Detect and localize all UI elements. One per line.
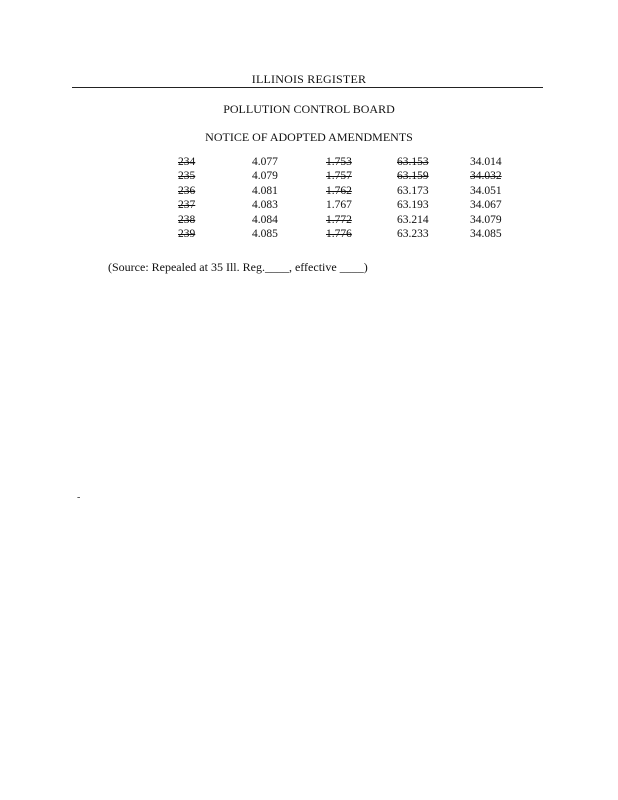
register-header: ILLINOIS REGISTER <box>251 72 367 86</box>
table-cell: 34.014 <box>470 156 502 168</box>
data-table <box>0 156 618 242</box>
table-cell: 34.085 <box>470 227 502 240</box>
table-cell: 1.753 <box>326 156 352 168</box>
stray-mark: - <box>77 492 81 503</box>
table-row <box>0 228 618 242</box>
table-cell: 34.079 <box>470 213 502 226</box>
table-cell: 1.776 <box>326 227 352 240</box>
table-cell: 63.159 <box>397 170 429 183</box>
table-row <box>0 185 618 199</box>
table-cell: 1.772 <box>326 213 352 226</box>
header-rule <box>72 87 543 88</box>
table-cell: 63.214 <box>397 213 429 226</box>
table-row <box>0 156 618 170</box>
table-cell: 234 <box>178 156 196 168</box>
table-cell: 236 <box>178 184 196 197</box>
table-cell: 63.193 <box>397 199 429 212</box>
table-cell: 63.153 <box>397 156 429 168</box>
table-cell: 1.757 <box>326 170 352 183</box>
table-cell: 63.173 <box>397 184 429 197</box>
table-row <box>0 199 618 213</box>
table-cell: 63.233 <box>397 227 429 240</box>
table-cell: 34.067 <box>470 199 502 212</box>
table-cell: 239 <box>178 227 196 240</box>
source-note: (Source: Repealed at 35 Ill. Reg.____, effective ____) <box>108 260 368 274</box>
notice-title: NOTICE OF ADOPTED AMENDMENTS <box>205 130 413 144</box>
table-cell: 4.081 <box>252 184 278 197</box>
table-row <box>0 170 618 184</box>
table-cell: 1.767 <box>326 199 352 212</box>
table-cell: 238 <box>178 213 196 226</box>
table-cell: 237 <box>178 199 196 212</box>
table-row <box>0 214 618 228</box>
table-cell: 1.762 <box>326 184 352 197</box>
table-cell: 4.077 <box>252 156 278 168</box>
table-cell: 34.032 <box>470 170 502 183</box>
table-cell: 4.083 <box>252 199 278 212</box>
table-cell: 4.084 <box>252 213 278 226</box>
table-cell: 4.079 <box>252 170 278 183</box>
table-cell: 34.051 <box>470 184 502 197</box>
table-cell: 235 <box>178 170 196 183</box>
table-cell: 4.085 <box>252 227 278 240</box>
agency-title: POLLUTION CONTROL BOARD <box>223 102 395 116</box>
